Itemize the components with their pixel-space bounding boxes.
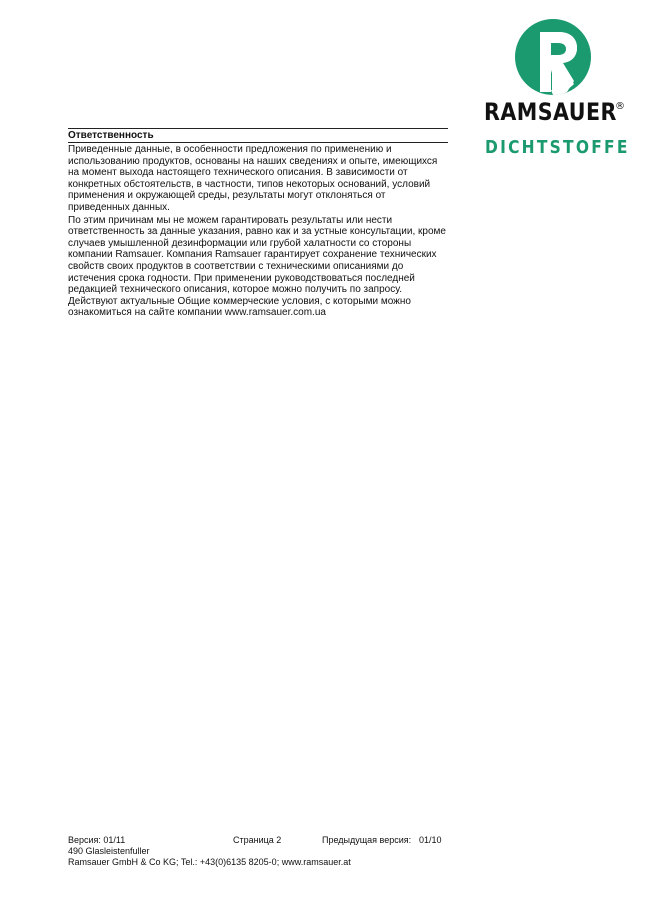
ramsauer-logo-mark-icon xyxy=(514,18,592,96)
footer-previous-label: Предыдущая версия: xyxy=(322,835,412,845)
paragraph-2: По этим причинам мы не можем гарантировать результаты или нести ответственность за данные указания, равно как и за устные консультации, кроме случаев умышленной дезинформации или грубой халатности со стороны компании Ramsauer. Компания Ramsauer гарантирует сохранение технических свойств своих продуктов в соответствии с техническими описаниями до истечения срока годности. При применении руководствоваться последней редакцией технического описания, которое можно получить по запросу. Действуют актуальные Общие коммерческие условия, с которыми можно ознакомиться на сайте компании www.ramsauer.com.ua xyxy=(68,214,446,319)
responsibility-section xyxy=(68,128,448,319)
footer-product: 490 Glasleistenfuller xyxy=(68,846,150,856)
brand-subname: DICHTSTOFFE xyxy=(485,137,630,158)
paragraph-1: Приведенные данные, в особенности предложения по применению и использованию продуктов, основаны на наших сведениях и опыте, имеющихся на момент выхода настоящего технического описания. В зависимости от конкретных обстоятельств, в частности, типов некоторых оснований, условий применения и окружающей среды, результаты могут отклоняться от приведенных данных. xyxy=(68,144,438,213)
footer-page-number: Страница 2 xyxy=(233,835,282,845)
section-title: Ответственность xyxy=(68,128,448,143)
footer-version: Версия: 01/11 xyxy=(68,835,126,845)
brand-name: RAMSAUER xyxy=(484,98,617,126)
footer-previous-value: 01/10 xyxy=(419,835,442,845)
company-logo xyxy=(480,18,630,163)
registered-mark: ® xyxy=(615,101,625,112)
footer-company: Ramsauer GmbH & Co KG; Tel.: +43(0)6135 8205-0; www.ramsauer.at xyxy=(68,857,351,867)
footer-version-row xyxy=(68,835,488,846)
page-footer xyxy=(68,835,488,868)
